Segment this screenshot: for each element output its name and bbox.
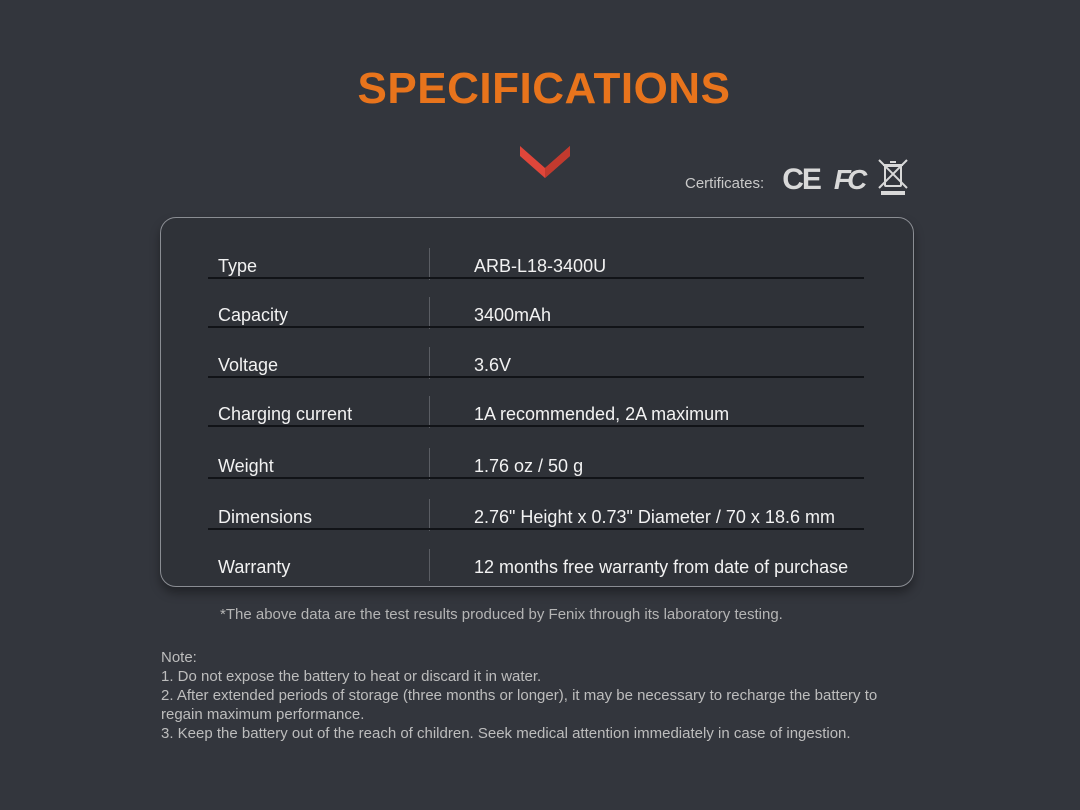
spec-value: 12 months free warranty from date of purchase	[474, 557, 849, 577]
fcc-mark-icon: FC	[833, 164, 864, 195]
page-title: SPECIFICATIONS	[357, 64, 731, 113]
column-divider	[429, 549, 430, 581]
spec-row-charging-current	[208, 376, 864, 426]
spec-row-warranty	[208, 529, 864, 579]
spec-row-dimensions	[208, 479, 864, 529]
spec-label: Capacity	[218, 305, 289, 325]
column-divider	[429, 448, 430, 480]
spec-label: Charging current	[218, 404, 353, 424]
crossed-bin-icon	[877, 158, 909, 196]
note-item: regain maximum performance.	[161, 706, 365, 723]
spec-label: Voltage	[218, 355, 279, 375]
note-item: 2. After extended periods of storage (three months or longer), it may be necessary to recharge the battery to	[161, 687, 878, 704]
note-item: 3. Keep the battery out of the reach of children. Seek medical attention immediately in case of ingestion.	[161, 725, 851, 742]
specifications-table	[160, 217, 914, 587]
spec-value: 1A recommended, 2A maximum	[474, 404, 730, 424]
ce-mark-icon: CE	[782, 163, 820, 196]
column-divider	[429, 347, 430, 379]
certificates-label: Certificates:	[685, 175, 765, 192]
column-divider	[429, 499, 430, 531]
column-divider	[429, 248, 430, 280]
spec-value: ARB-L18-3400U	[474, 256, 607, 276]
notes-heading: Note:	[161, 649, 197, 666]
chevron-down-icon	[518, 142, 572, 180]
spec-row-voltage	[208, 327, 864, 377]
spec-row-type	[208, 228, 864, 278]
certificates	[685, 156, 909, 198]
notes-section	[161, 648, 931, 743]
note-item: 1. Do not expose the battery to heat or discard it in water.	[161, 668, 542, 685]
spec-label: Dimensions	[218, 507, 313, 527]
spec-label: Weight	[218, 456, 274, 476]
spec-label: Type	[218, 256, 258, 276]
spec-value: 2.76" Height x 0.73" Diameter / 70 x 18.6 mm	[474, 507, 835, 527]
column-divider	[429, 396, 430, 428]
spec-label: Warranty	[218, 557, 291, 577]
test-footnote: *The above data are the test results produced by Fenix through its laboratory testing.	[220, 606, 783, 623]
spec-value: 3400mAh	[474, 305, 552, 325]
spec-row-capacity	[208, 277, 864, 327]
spec-row-weight	[208, 428, 864, 478]
row-divider	[208, 425, 864, 427]
column-divider	[429, 297, 430, 329]
spec-value: 3.6V	[474, 355, 512, 375]
spec-value: 1.76 oz / 50 g	[474, 456, 584, 476]
